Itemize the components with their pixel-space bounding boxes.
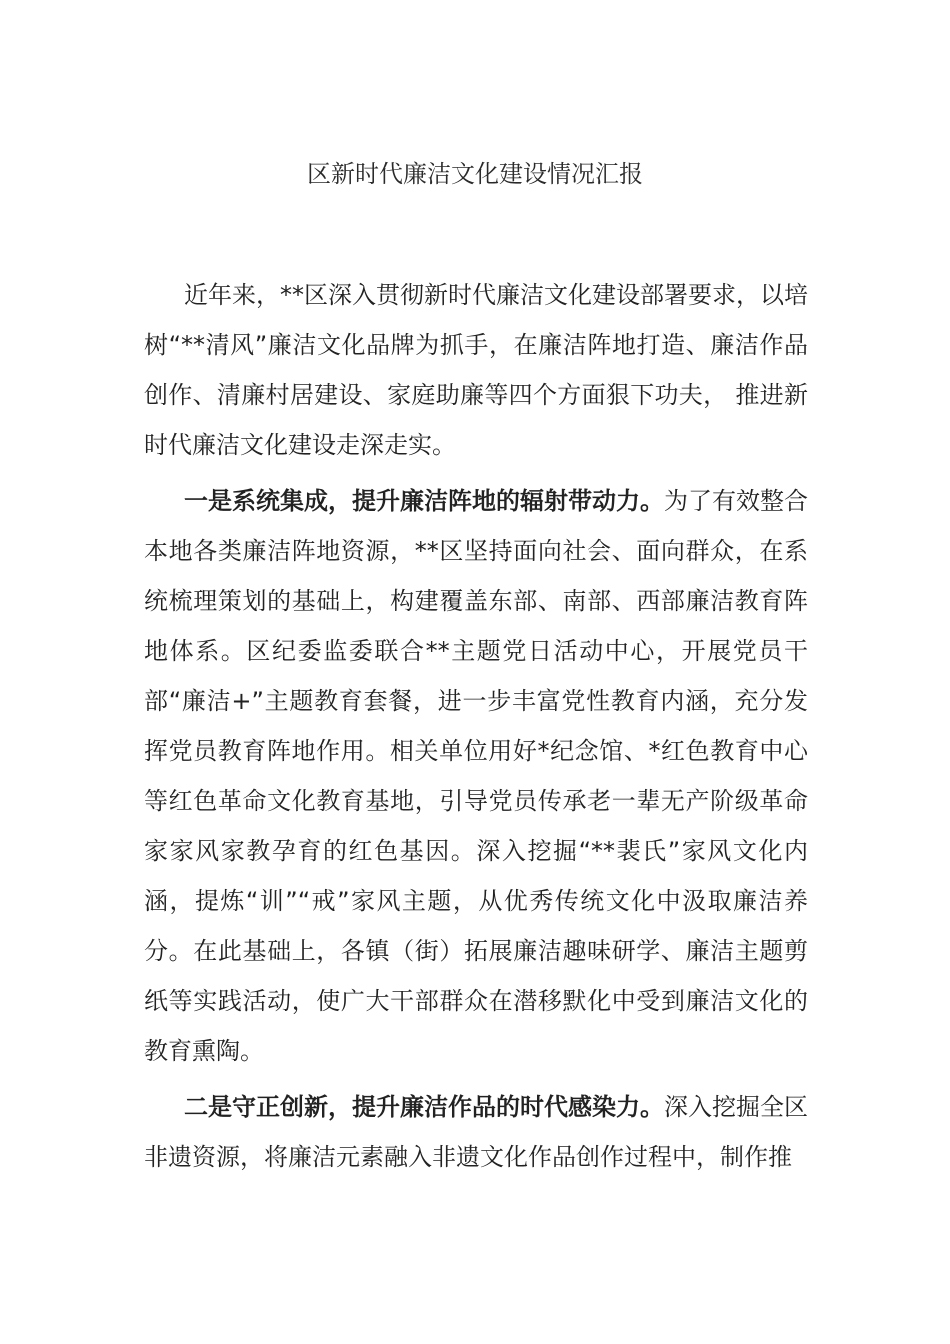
paragraph-intro	[144, 270, 808, 470]
paragraph-text: 近年来，**区深入贯彻新时代廉洁文化建设部署要求，以培树“**清风”廉洁文化品牌为抓手，在廉洁阵地打造、廉洁作品创作、清廉村居建设、家庭助廉等四个方面狠下功夫， 推进新时代廉洁文化建设走深走实。	[144, 281, 808, 459]
document-title: 区新时代廉洁文化建设情况汇报	[307, 160, 643, 188]
paragraph-lead: 二是守正创新，提升廉洁作品的时代感染力。	[184, 1093, 664, 1121]
paragraph-section-2	[144, 1082, 808, 1182]
document-body	[144, 270, 808, 1188]
paragraph-text: 深入挖掘全区非遗资源，将廉洁元素融入非遗文化作品创作过程中，制作推	[144, 1093, 808, 1171]
paragraph-text: 为了有效整合本地各类廉洁阵地资源，**区坚持面向社会、面向群众，在系统梳理策划的基础上，构建覆盖东部、南部、西部廉洁教育阵地体系。区纪委监委联合**主题党日活动中心，开展党员干部“廉洁+”主题教育套餐，进一步丰富党性教育内涵，充分发挥党员教育阵地作用。相关单位用好*纪念馆、*红色教育中心等红色革命文化教育基地，引导党员传承老一辈无产阶级革命家家风家教孕育的红色基因。深入挖掘“**裴氏”家风文化内涵，提炼“训”“戒”家风主题，从优秀传统文化中汲取廉洁养分。在此基础上，各镇（街）拓展廉洁趣味研学、廉洁主题剪纸等实践活动，使广大干部群众在潜移默化中受到廉洁文化的教育熏陶。	[144, 487, 808, 1065]
paragraph-lead: 一是系统集成，提升廉洁阵地的辐射带动力。	[184, 487, 664, 515]
paragraph-section-1	[144, 476, 808, 1076]
